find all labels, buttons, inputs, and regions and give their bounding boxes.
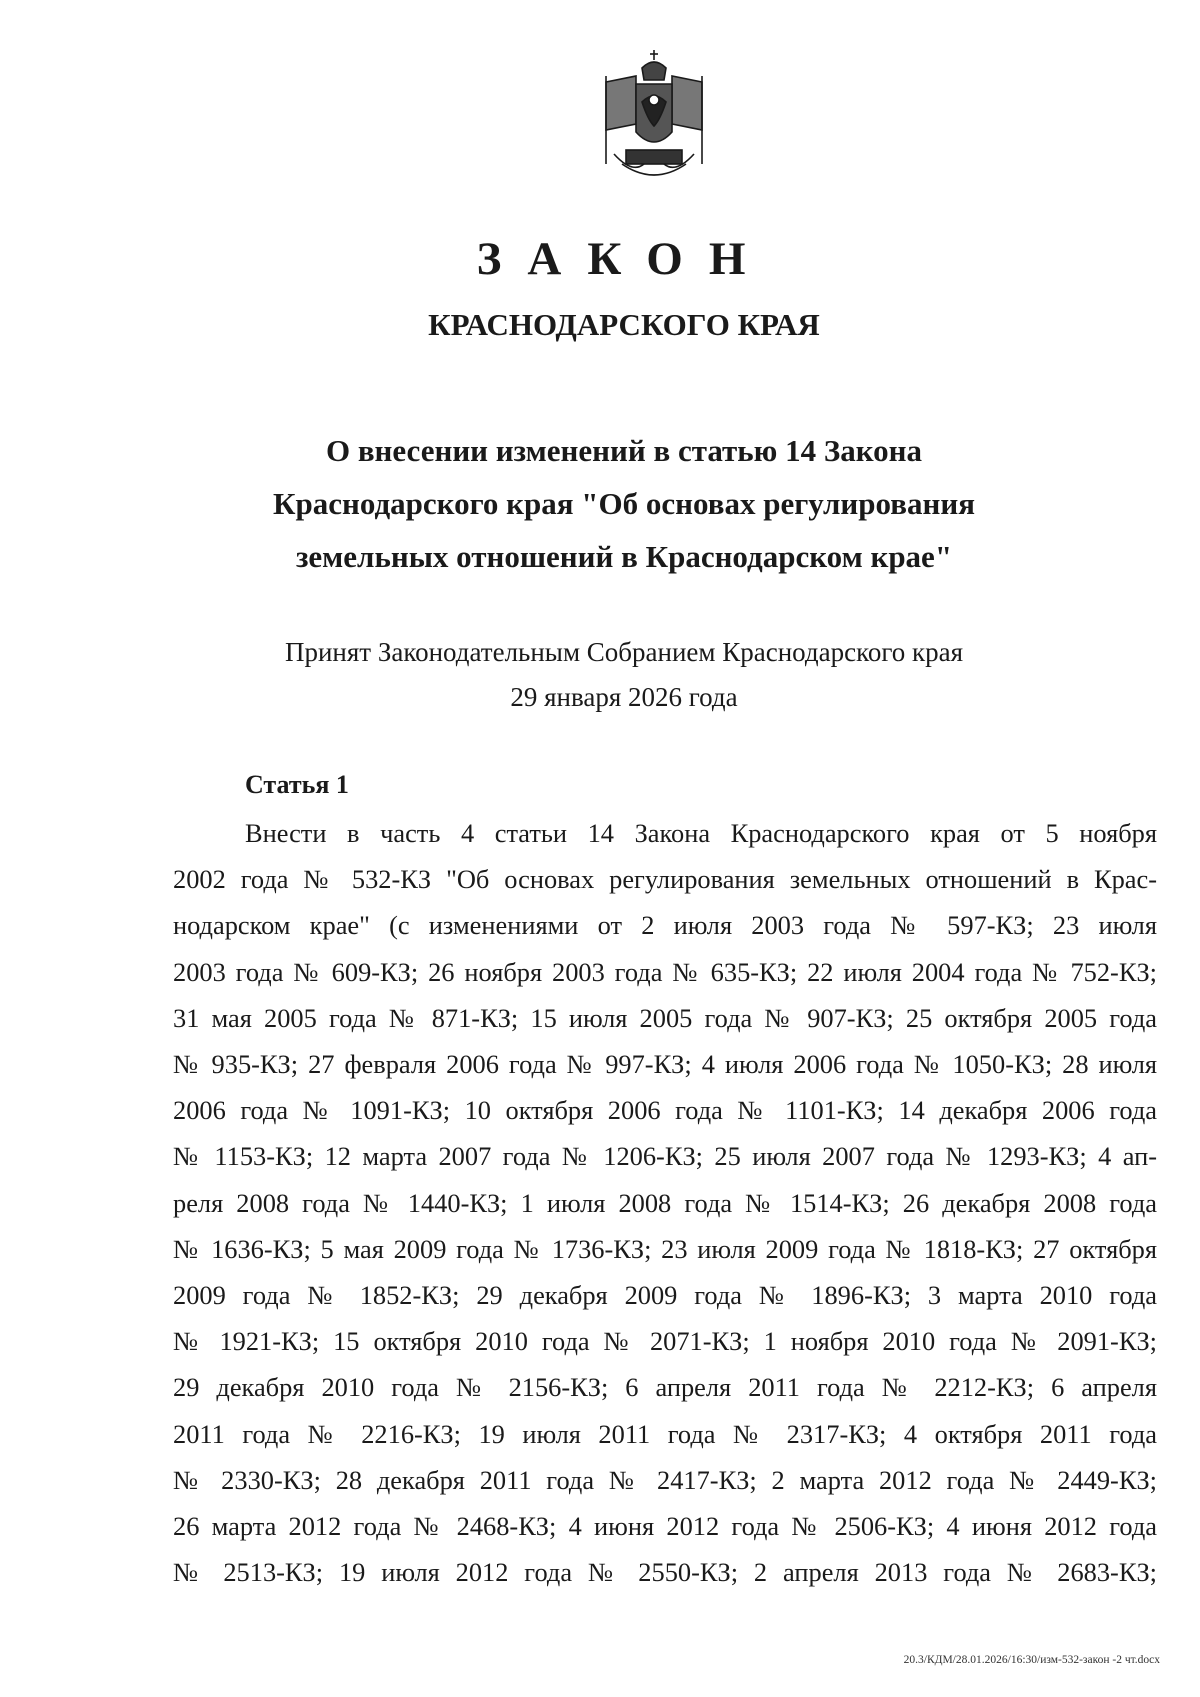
article-body-line: 2009 года № 1852-КЗ; 29 декабря 2009 года № 1896-КЗ; 3 марта 2010 года (173, 1280, 1157, 1311)
adoption-body: Принят Законодательным Собранием Краснодарского края (284, 637, 964, 667)
document-type-heading: ЗАКОН (476, 233, 772, 285)
law-title (0, 424, 1200, 583)
article-body-line: 2011 года № 2216-КЗ; 19 июля 2011 года № 2317-КЗ; 4 октября 2011 года (173, 1418, 1157, 1449)
article-body-line: № 935-КЗ; 27 февраля 2006 года № 997-КЗ; 4 июля 2006 года № 1050-КЗ; 28 июля (173, 1049, 1157, 1080)
adoption-statement (0, 630, 1200, 720)
region-heading: КРАСНОДАРСКОГО КРАЯ (428, 307, 820, 342)
article-body-line: 26 марта 2012 года № 2468-КЗ; 4 июня 2012 года № 2506-КЗ; 4 июня 2012 года (173, 1511, 1157, 1542)
article-body-line: 31 мая 2005 года № 871-КЗ; 15 июля 2005 года № 907-КЗ; 25 октября 2005 года (173, 1002, 1157, 1033)
article-body-line: 2006 года № 1091-КЗ; 10 октября 2006 года № 1101-КЗ; 14 декабря 2006 года (173, 1095, 1157, 1126)
article-body-line: Внести в часть 4 статьи 14 Закона Краснодарского края от 5 ноября (245, 818, 1157, 848)
article-body-line: № 2330-КЗ; 28 декабря 2011 года № 2417-КЗ; 2 марта 2012 года № 2449-КЗ; (173, 1464, 1157, 1495)
article-body-line: № 2513-КЗ; 19 июля 2012 года № 2550-КЗ; 2 апреля 2013 года № 2683-КЗ; (173, 1557, 1157, 1588)
article-body-line: 2003 года № 609-КЗ; 26 ноября 2003 года № 635-КЗ; 22 июля 2004 года № 752-КЗ; (173, 956, 1157, 987)
law-title-line: Краснодарского края "Об основах регулирования (273, 486, 975, 521)
article-body-line: реля 2008 года № 1440-КЗ; 1 июля 2008 года № 1514-КЗ; 26 декабря 2008 года (173, 1187, 1157, 1218)
article-body-line: нодарском крае" (с изменениями от 2 июля 2003 года № 597-КЗ; 23 июля (173, 910, 1157, 941)
article-heading: Статья 1 (245, 770, 349, 799)
article-body-line: 2002 года № 532-КЗ "Об основах регулирования земельных отношений в Крас- (173, 864, 1157, 895)
article-body-line: № 1153-КЗ; 12 марта 2007 года № 1206-КЗ; 25 июля 2007 года № 1293-КЗ; 4 ап- (173, 1141, 1157, 1172)
file-stamp-footer: 20.3/КДМ/28.01.2026/16:30/изм-532-закон -2 чт.docx (903, 1654, 1160, 1666)
article-body-line: № 1921-КЗ; 15 октября 2010 года № 2071-КЗ; 1 ноября 2010 года № 2091-КЗ; (173, 1326, 1157, 1357)
article-body-line: № 1636-КЗ; 5 мая 2009 года № 1736-КЗ; 23 июля 2009 года № 1818-КЗ; 27 октября (173, 1233, 1157, 1264)
adoption-date: 29 января 2026 года (510, 682, 738, 712)
article-body-line: 29 декабря 2010 года № 2156-КЗ; 6 апреля 2011 года № 2212-КЗ; 6 апреля (173, 1372, 1157, 1403)
law-title-line: О внесении изменений в статью 14 Закона (325, 433, 923, 468)
krasnodar-coat-of-arms-emblem (592, 46, 716, 186)
law-title-line: земельных отношений в Краснодарском крае" (295, 539, 953, 574)
article-body (173, 810, 1157, 1595)
